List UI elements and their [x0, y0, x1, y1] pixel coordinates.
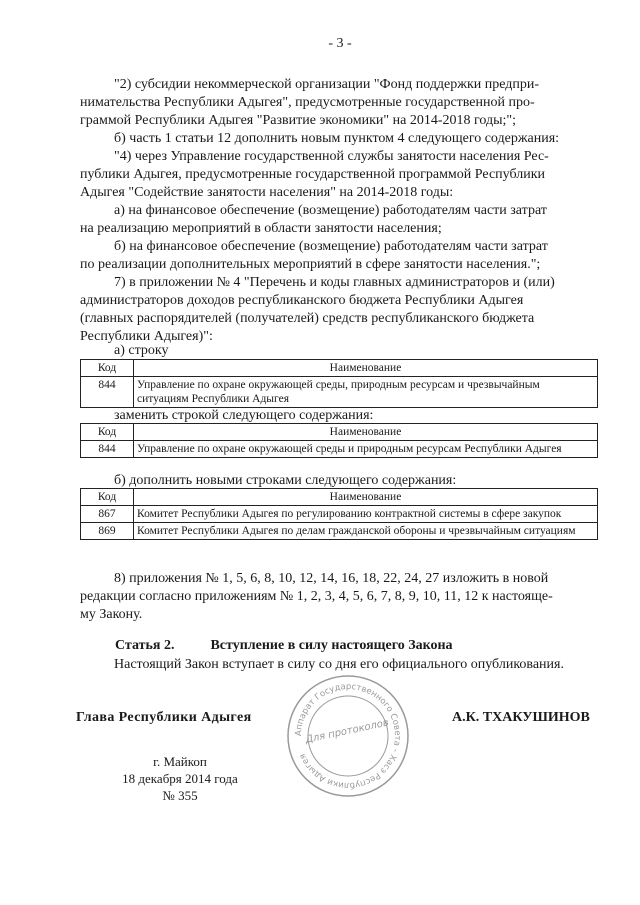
column-header-name: Наименование [134, 424, 598, 441]
text-line: администраторов доходов республиканского бюджета Республики Адыгея [80, 293, 524, 308]
text-line: граммой Республики Адыгея "Развитие экономики" на 2014-2018 годы;"; [80, 113, 516, 128]
cell-code: 844 [81, 377, 134, 408]
text-line: а) на финансовое обеспечение (возмещение) работодателям части затрат [114, 203, 547, 218]
article-number: Статья 2. [115, 638, 175, 653]
text-line: 8) приложения № 1, 5, 6, 8, 10, 12, 14, 16, 18, 22, 24, 27 изложить в новой [114, 571, 549, 586]
text-line: "4) через Управление государственной службы занятости населения Рес- [114, 149, 549, 164]
text-line: публики Адыгея, предусмотренные государственной программой Республики [80, 167, 546, 182]
text-line: Республики Адыгея)": [80, 329, 213, 344]
text-line: редакции согласно приложениям № 1, 2, 3, 4, 5, 6, 7, 8, 9, 10, 11, 12 к настояще- [80, 589, 553, 604]
text-line: "2) субсидии некоммерческой организации "Фонд поддержки предпри- [114, 77, 540, 92]
law-number: № 355 [162, 788, 198, 803]
paragraph-appendix-4 [80, 274, 598, 346]
article-text: Настоящий Закон вступает в силу со дня его официального опубликования. [114, 657, 564, 672]
label-row-b: б) дополнить новыми строками следующего содержания: [114, 473, 457, 488]
table-row [81, 506, 598, 523]
column-header-code: Код [81, 360, 134, 377]
text-line: б) на финансовое обеспечение (возмещение) работодателям части затрат [114, 239, 548, 254]
text-line: на реализацию мероприятий в области занятости населения; [80, 221, 442, 236]
signatory-name: А.К. ТХАКУШИНОВ [452, 710, 590, 725]
city: г. Майкоп [153, 754, 207, 769]
cell-name: Комитет Республики Адыгея по делам гражданской обороны и чрезвычайным ситуациям [134, 523, 598, 540]
table-row [81, 377, 598, 408]
stamp-center-text: Для протоколов [304, 717, 390, 746]
column-header-name: Наименование [134, 489, 598, 506]
article-title: Вступление в силу настоящего Закона [210, 638, 453, 653]
cell-code: 844 [81, 441, 134, 458]
text-line: Адыгея "Содействие занятости населения" на 2014-2018 годы: [80, 185, 454, 200]
text-line: б) часть 1 статьи 12 дополнить новым пунктом 4 следующего содержания: [114, 131, 560, 146]
column-header-name: Наименование [134, 360, 598, 377]
stamp-ring-text: Аппарат Государственного Совета - Хасэ Республики Адыгея [293, 681, 403, 791]
cell-name: Управление по охране окружающей среды, природным ресурсам и чрезвычайным ситуациям Республики Адыгея [134, 377, 598, 408]
text-line: (главных распорядителей (получателей) средств республиканского бюджета [80, 311, 535, 326]
label-row-a: а) строку [114, 343, 169, 358]
table-original-row [80, 359, 598, 408]
text-line: нимательства Республики Адыгея", предусмотренные государственной про- [80, 95, 535, 110]
paragraph-part-1-article-12 [80, 130, 598, 148]
paragraph-appendices-8 [80, 570, 598, 624]
table-row [81, 523, 598, 540]
label-replace: заменить строкой следующего содержания: [114, 408, 374, 423]
article-heading [115, 638, 453, 654]
cell-name: Комитет Республики Адыгея по регулированию контрактной системы в сфере закупок [134, 506, 598, 523]
official-stamp [284, 672, 412, 800]
cell-name: Управление по охране окружающей среды и природным ресурсам Республики Адыгея [134, 441, 598, 458]
page-number: - 3 - [328, 36, 352, 51]
text-line: 7) в приложении № 4 "Перечень и коды главных администраторов и (или) [114, 275, 555, 290]
paragraph-subsidy-2 [80, 76, 598, 130]
paragraph-sub-b [80, 238, 598, 274]
paragraph-sub-a [80, 202, 598, 238]
column-header-code: Код [81, 489, 134, 506]
table-replacement-row [80, 423, 598, 458]
column-header-code: Код [81, 424, 134, 441]
cell-code: 867 [81, 506, 134, 523]
text-line: му Закону. [80, 607, 143, 622]
table-header [81, 489, 598, 506]
paragraph-point-4 [80, 148, 598, 202]
table-new-rows [80, 488, 598, 540]
table-header [81, 424, 598, 441]
cell-code: 869 [81, 523, 134, 540]
table-header [81, 360, 598, 377]
date: 18 декабря 2014 года [122, 771, 238, 786]
signatory-title: Глава Республики Адыгея [76, 710, 252, 725]
text-line: по реализации дополнительных мероприятий в сфере занятости населения."; [80, 257, 541, 272]
table-row [81, 441, 598, 458]
signature-block [100, 753, 260, 804]
